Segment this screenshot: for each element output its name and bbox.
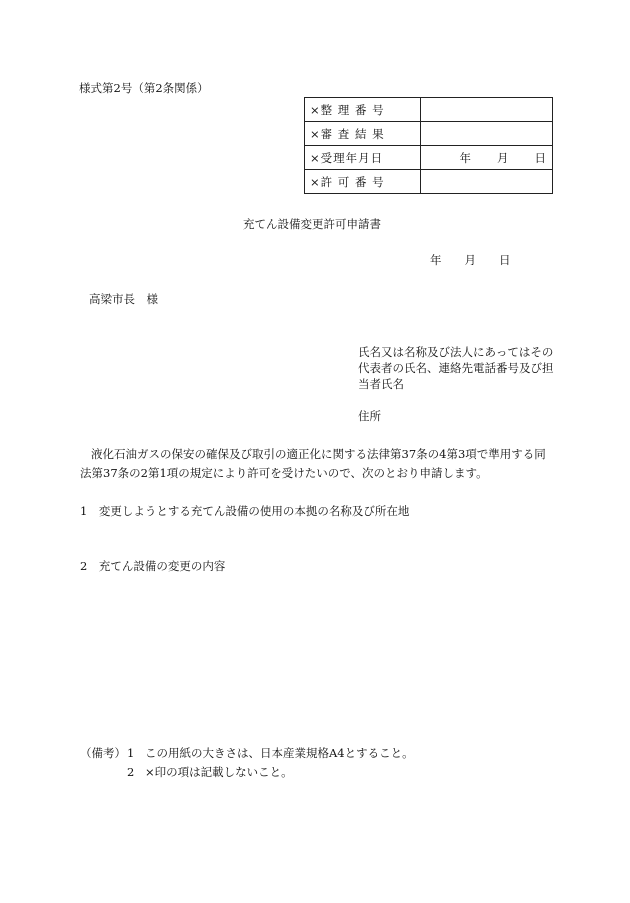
applicant-name-label: 氏名又は名称及び法人にあってはその代表者の氏名、連絡先電話番号及び担当者氏名 xyxy=(358,345,554,391)
office-use-table xyxy=(304,97,553,194)
addressee: 高梁市長 様 xyxy=(89,292,158,306)
note-number: 2 xyxy=(127,765,135,779)
note-row xyxy=(80,763,414,782)
item-2-change-details: 2 充てん設備の変更の内容 xyxy=(80,559,226,573)
reference-number-field[interactable] xyxy=(421,98,553,122)
date-year-unit: 年 xyxy=(459,150,471,165)
application-date xyxy=(430,252,511,268)
applicant-address-label: 住所 xyxy=(358,409,381,423)
table-row xyxy=(305,98,553,122)
review-result-label: ×審 査 結 果 xyxy=(305,122,421,146)
permit-number-field[interactable] xyxy=(421,170,553,194)
note-text: ×印の項は記載しないこと。 xyxy=(145,765,293,779)
notes-section xyxy=(80,744,414,782)
review-result-field[interactable] xyxy=(421,122,553,146)
date-month-unit: 月 xyxy=(497,150,509,165)
form-number: 様式第2号（第2条関係） xyxy=(79,81,209,95)
table-row xyxy=(305,170,553,194)
table-row xyxy=(305,122,553,146)
receipt-date-label: ×受理年月日 xyxy=(305,146,421,170)
note-number: 1 xyxy=(127,746,135,760)
table-row xyxy=(305,146,553,170)
year-unit: 年 xyxy=(430,253,442,267)
note-row xyxy=(80,744,414,763)
reference-number-label: ×整 理 番 号 xyxy=(305,98,421,122)
document-title: 充てん設備変更許可申請書 xyxy=(243,217,381,231)
item-1-location: 1 変更しようとする充てん設備の使用の本拠の名称及び所在地 xyxy=(80,504,410,518)
date-day-unit: 日 xyxy=(534,150,546,165)
note-text: この用紙の大きさは、日本産業規格A4とすること。 xyxy=(145,746,414,760)
month-unit: 月 xyxy=(464,253,476,267)
notes-heading: （備考） xyxy=(80,746,126,760)
receipt-date-field[interactable] xyxy=(421,146,553,170)
permit-number-label: ×許 可 番 号 xyxy=(305,170,421,194)
application-statement: 液化石油ガスの保安の確保及び取引の適正化に関する法律第37条の4第3項で準用する同法第37条の2第1項の規定により許可を受けたいので、次のとおり申請します。 xyxy=(80,447,546,480)
day-unit: 日 xyxy=(499,253,511,267)
